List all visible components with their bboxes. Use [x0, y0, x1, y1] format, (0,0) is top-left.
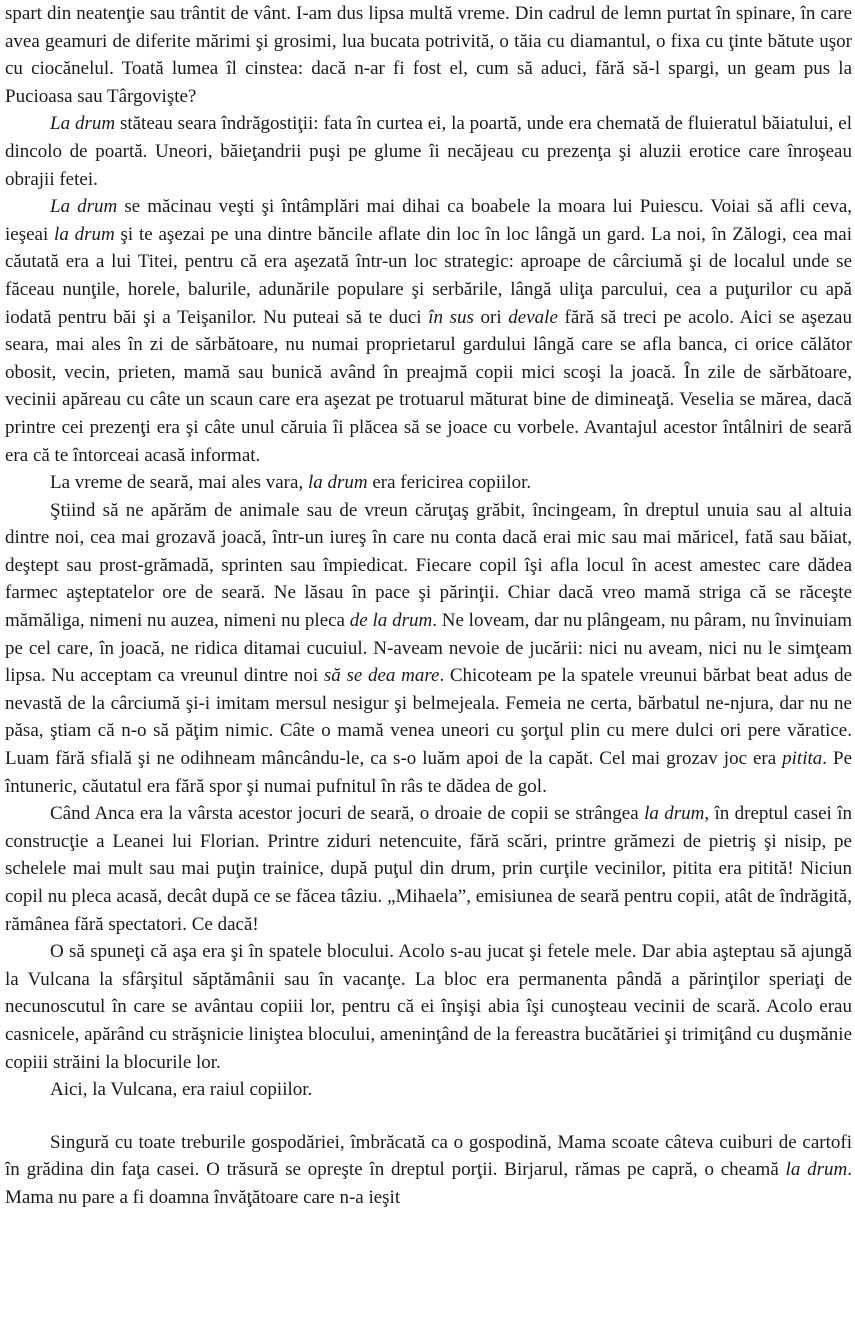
text-run: se măcinau veşti şi întâmplări mai dihai ca boabele la moara lui Puiescu. Voiai să afli ceva, ieşeai: [5, 196, 853, 245]
italic-phrase: la drum: [644, 803, 705, 825]
text-run: . Mama nu pare a fi doamna învăţătoare care n-a ieşit: [5, 1159, 852, 1208]
text-run: fără să treci pe acolo. Aici se aşezau seara, mai ales în zi de sărbătoare, nu numai proprietarul gardului lângă care se afla banca, ci orice călător obosit, vecin, prieten, mamă sau bunică având în preajmă copii mici scoşi la joacă. În zile de sărbătoare, vecinii apăreau cu câte un scaun care era aşezat pe trotuarul măturat bine de dimineaţă. Veselia se mărea, dacă printre cei prezenţi era şi câte unul căruia îi plăcea să se joace cu vorbele. Avantajul acestor întâlniri de seară era că te întorceai acasă informat.: [5, 306, 852, 466]
paragraph: [5, 1076, 852, 1104]
paragraph: [5, 0, 852, 110]
italic-phrase: la drum: [54, 223, 115, 245]
italic-phrase: La drum: [50, 113, 116, 135]
italic-phrase: La drum: [50, 196, 118, 218]
text-run: . Chicoteam pe la spatele vreunui bărbat beat adus de nevastă de la cârciumă şi-i imitam mersul nesigur şi belmejeala. Femeia ne certa, bărbatul ne-njura, dar nu ne păsa, ştiam că n-o să păţim nimic. Câte o mamă venea uneori cu şorţul plin cu mere dulci ori pere văratice. Luam fără sfială şi ne odihneam mâncându-le, ca s-o luăm apoi de la capăt. Cel mai grozav joc era: [5, 665, 852, 770]
italic-phrase: la drum: [785, 1159, 848, 1181]
text-run: . Ne loveam, dar nu plângeam, nu pâram, nu învinuiam pe cel care, în joacă, ne ridica ditamai cucuiul. N-aveam nevoie de jucării: nici nu aveam, nici nu le simţeam lipsa. Nu acceptam ca vreunul dintre noi: [5, 610, 853, 687]
text-run: Aici, la Vulcana, era raiul copiilor.: [50, 1079, 313, 1101]
text-run: , în dreptul casei în construcţie a Leanei lui Florian. Printre ziduri netencuite, fără scări, printre grămezi de pietriş şi nisip, pe schelele mai mult sau mai puţin trainice, după puţul din drum, prin curţile vecinilor, pitita era pitită! Niciun copil nu pleca acasă, decât după ce se făcea tâziu. „Mihaela”, emisiunea de seară pentru copii, atât de îndrăgită, rămânea fără spectatori. Ce dacă!: [5, 803, 852, 935]
text-run: La vreme de seară, mai ales vara,: [50, 472, 308, 494]
text-run: Când Anca era la vârsta acestor jocuri de seară, o droaie de copii se strângea: [50, 803, 645, 825]
text-run: şi te aşezai pe una dintre băncile aflate din loc în loc lângă un gard. La noi, în Zălogi, cea mai căutată era a lui Titei, pentru că era aşezată într-un loc strategic: aproape de cârciumă şi de localul unde se făceau nunţile, horele, balurile, adunările populare şi serbările, lângă uliţa parcului, cea a puţurilor cu apă iodată pentru băi şi a Teişanilor. Nu puteai să te duci: [5, 223, 852, 328]
paragraph: [5, 110, 852, 193]
text-run: O să spuneţi că aşa era şi în spatele blocului. Acolo s-au jucat şi fetele mele. Dar abia aşteptau să ajungă la Vulcana la sfârşitul săptămânii sau în vacanţe. La bloc era permanenta pândă a părinţilor speriaţi de necunoscutul în care se avântau copiii lor, pentru că ei înşişi abia îşi cunoşteau vecinii de scară. Acolo erau casnicele, apărând cu străşnicie liniştea blocului, ameninţând de la fereastra bucătăriei şi trimiţând cu duşmănie copiii străini la blocurile lor.: [5, 941, 852, 1073]
text-run: ori: [473, 306, 509, 328]
text-run: Ştiind să ne apărăm de animale sau de vreun căruţaş grăbit, încingeam, în dreptul unuia sau al altuia dintre noi, cea mai grozavă joacă, într-un iureş în care nu conta dacă erai mic sau mai măricel, fată sau băiat, deştept sau prost-grămadă, sprinten sau împiedicat. Fiecare copil îşi afla locul în acest amestec care dădea farmec aşteptatelor ore de seară. Ne lăsau în pace şi părinţii. Chiar dacă vreo mamă striga că se răceşte mămăliga, nimeni nu auzea, nimeni nu pleca: [5, 499, 852, 632]
text-run: stăteau seara îndrăgostiţii: fata în curtea ei, la poartă, unde era chemată de fluieratul băiatului, el dincolo de poartă. Uneori, băieţandrii puşi pe glume îi necăjeau cu prezenţa şi aluzii erotice care înroşeau obrajii fetei.: [5, 113, 852, 190]
italic-phrase: să se dea mare: [323, 665, 440, 687]
text-run: era fericirea copiilor.: [367, 472, 532, 494]
paragraph: [5, 1129, 852, 1212]
paragraph: [5, 497, 852, 801]
italic-phrase: de la drum: [349, 610, 433, 632]
italic-phrase: la drum: [307, 472, 368, 494]
paragraph: [5, 800, 852, 938]
text-run: Singură cu toate treburile gospodăriei, îmbrăcată ca o gospodină, Mama scoate câteva cuiburi de cartofi în grădina din faţa casei. O trăsură se opreşte în dreptul porţii. Birjarul, rămas pe capră, o cheamă: [5, 1131, 852, 1181]
paragraph: [5, 193, 852, 469]
text-run: . Pe întuneric, căutatul era fără spor şi numai pufnitul în râs te dădea de gol.: [5, 748, 853, 797]
text-run: spart din neatenţie sau trântit de vânt. I-am dus lipsa multă vreme. Din cadrul de lemn purtat în spinare, în care avea geamuri de diferite mărimi şi grosimi, lua bucata potrivită, o tăia cu diamantul, o fixa cu ţinte bătute uşor cu ciocănelul. Toată lumea îl cinstea: dacă n-ar fi fost el, cum să aduci, fără să-l spargi, un geam pus la Pucioasa sau Târgovişte?: [5, 3, 852, 107]
paragraph: [5, 469, 852, 497]
paragraph: [5, 938, 852, 1076]
italic-phrase: pitita: [782, 748, 823, 770]
italic-phrase: în sus: [428, 306, 474, 328]
italic-phrase: devale: [508, 306, 558, 328]
